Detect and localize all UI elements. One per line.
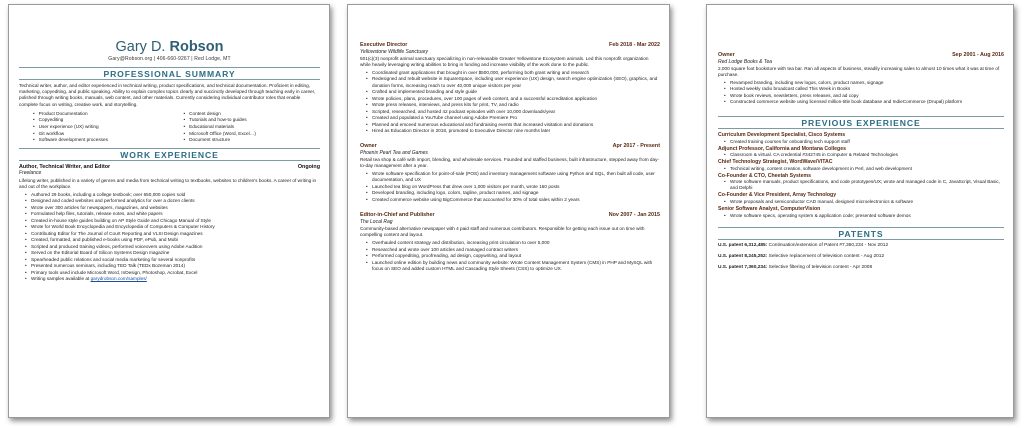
list-item: • Served on the Editorial Board of Silicon Systems Design magazine bbox=[31, 250, 320, 257]
name-first: Gary D. bbox=[115, 39, 166, 55]
job-date: Nov 2007 - Jan 2015 bbox=[608, 212, 660, 219]
skills-left-column bbox=[19, 111, 170, 144]
patent-description: Continuation/extension of Patent #7,360,234 - Nov 2012 bbox=[767, 242, 889, 248]
list-item: • Wrote for World Book Encyclopedia and Encyclopedia of Computers & Computer History bbox=[31, 224, 320, 231]
list-item: • Planned and emceed numerous educational and fundraising events that increased visitation and donations bbox=[372, 122, 660, 129]
job-header bbox=[360, 212, 660, 219]
section-title-previous: PREVIOUS EXPERIENCE bbox=[718, 116, 1004, 129]
list-item: • Revamped branding, including new logos, colors, product names, signage bbox=[730, 80, 1004, 87]
samples-link[interactable]: garydrobson.com/samples/ bbox=[90, 276, 147, 282]
previous-role-detail: • Technical writing, content creation, software development in Perl, and web development bbox=[718, 166, 1004, 172]
job-title: Editor-in-Chief and Publisher bbox=[360, 212, 435, 219]
job-description: Community-based alternative newspaper with 4 paid staff and numerous contributors. Responsible for getting each issue out on time with compelling content and layout. bbox=[360, 226, 645, 238]
list-item: • Launched online edition by building news and community website: Wrote Content Management System (CMS) in PHP and MySQL with focus on SEO and added custom HTML and Cascading Style Sheets (CSS) to optimize UX. bbox=[372, 260, 660, 273]
samples-label: Writing samples available at bbox=[31, 276, 91, 282]
skill-item: • Product Documentation bbox=[33, 111, 170, 118]
job-entry bbox=[360, 143, 660, 203]
job-description: 501(c)(3) nonprofit animal sanctuary specializing in non-releasable Greater Yellowstone Ecosystem animals. Led this nonprofit organization while heavily leveraging writing abilities to bring in funding and increase visibility of the work done to the public. bbox=[360, 55, 649, 67]
list-item: • Designed and coded websites and performed analytics for over a dozen clients bbox=[31, 198, 320, 205]
previous-role-title: Co-Founder & CTO, Cheetah Systems bbox=[718, 172, 812, 179]
skill-item: • User experience (UX) writing bbox=[33, 124, 170, 131]
skill-item: • Content design bbox=[184, 111, 321, 118]
writing-samples bbox=[19, 276, 320, 283]
list-item: • Constructed commerce website using licensed million-title book database and IndieCommerce (Drupal) platform bbox=[730, 99, 1004, 106]
patent-number: U.S. patent 6,312,485: bbox=[718, 242, 768, 248]
patent-list bbox=[718, 243, 1004, 272]
list-item: • Researched and wrote over 100 articles and managed contract writers bbox=[372, 247, 660, 254]
job-entry bbox=[360, 212, 660, 272]
list-item: • Presented numerous seminars, including TED Talk (TEDx Bozeman 2014) bbox=[31, 263, 320, 270]
list-item: • Launched tea blog on WordPress that drew over 1,000 visitors per month, wrote 160 posts bbox=[372, 184, 660, 191]
job-entry bbox=[718, 52, 1004, 106]
previous-role bbox=[718, 192, 1004, 205]
resume-page-1 bbox=[8, 4, 330, 418]
skill-item: • Educational materials bbox=[184, 124, 321, 131]
summary-text: Technical writer, author, and editor experienced in technical writing, product specifications, and technical documentation. Proficient in editing, marketing, copyediting, and public speaking. Ability to explain complex topics clearly and succinctly developed through teaching early in career, polished through writing books, manuals, web content, and other materials. Currently considering individual contributor roles that enable complete focus on writing, creative work, and storytelling. bbox=[19, 83, 316, 107]
previous-role bbox=[718, 132, 1004, 145]
patent-number: U.S. patent 7,360,234: bbox=[718, 265, 768, 271]
list-item: • Developed branding, including logo, colors, tagline, product names, and signage bbox=[372, 190, 660, 197]
previous-experience-list bbox=[718, 132, 1004, 219]
job-entry bbox=[19, 164, 320, 283]
job-date: Feb 2018 - Mar 2022 bbox=[609, 42, 660, 48]
name-last: Robson bbox=[169, 39, 224, 55]
previous-role bbox=[718, 146, 1004, 159]
previous-role-detail: • Created training courses for onboarding tech support staff bbox=[718, 139, 1004, 145]
list-item: • Overhauled content strategy and distribution, increasing print circulation to over 5,000 bbox=[372, 240, 660, 247]
job-title: Owner bbox=[360, 142, 377, 149]
skill-item: • Copyediting bbox=[33, 117, 170, 124]
skill-item: • Software development processes bbox=[33, 137, 170, 144]
skill-item: • Document structure bbox=[184, 137, 321, 144]
list-item: • Created in-house style guides building on AP Style Guide and Chicago Manual of Style bbox=[31, 218, 320, 225]
patent-entry bbox=[718, 243, 1004, 249]
patent-entry bbox=[718, 265, 1004, 271]
list-item: • Created, formatted, and published e-books using PDF, ePub, and Mobi bbox=[31, 237, 320, 244]
job-bullets bbox=[718, 80, 1004, 106]
previous-role-title: Co-Founder & Vice President, Array Technology bbox=[718, 192, 837, 199]
job-description: 2,000 square foot bookstore with tea bar. Ran all aspects of business, steadily increasing sales to almost 10 times what it was at time of purchase. bbox=[718, 65, 1000, 77]
list-item: • Scripted, researched, and hosted 42 podcast episodes with over 10,000 downloads/year bbox=[372, 109, 660, 116]
candidate-name bbox=[19, 39, 320, 55]
job-bullets bbox=[19, 192, 320, 277]
list-item: • Wrote book reviews, newsletters, press releases, and ad copy bbox=[730, 93, 1004, 100]
previous-role-detail: • Classroom & virtual. CA credential #342745 in Computer & Related Technologies bbox=[718, 152, 1004, 158]
list-item: • Authored 29 books, including a college textbook; over 650,000 copies sold bbox=[31, 192, 320, 199]
list-item: • Hosted weekly radio broadcast called This Week in Books bbox=[730, 86, 1004, 93]
job-entry bbox=[360, 42, 660, 135]
resume-page-3 bbox=[706, 4, 1014, 418]
previous-role bbox=[718, 173, 1004, 192]
skill-item: • Tutorials and how-to guides bbox=[184, 117, 321, 124]
list-item: • Wrote software specification for point-of-sale (POS) and inventory management software using Python and SQL, then built all code, user documentation, and UX bbox=[372, 171, 660, 184]
job-header bbox=[360, 42, 660, 49]
list-item: • Created and populated a YouTube channel using Adobe Premiere Pro bbox=[372, 115, 660, 122]
job-employer: Freelance bbox=[19, 170, 42, 177]
job-title: Author, Technical Writer, and Editor bbox=[19, 163, 111, 170]
job-date: Ongoing bbox=[297, 163, 320, 170]
job-header bbox=[19, 164, 320, 171]
job-bullets bbox=[360, 240, 660, 273]
resume-page-2 bbox=[347, 4, 670, 418]
skill-item: • Microsoft Office (Word, Excel…) bbox=[184, 131, 321, 138]
skill-item: • Git workflow bbox=[33, 131, 170, 138]
previous-role bbox=[718, 206, 1004, 219]
previous-role-title: Senior Software Analyst, ComputerVision bbox=[718, 205, 821, 212]
previous-role-detail: • Wrote software specs, operating system & application code; presented software demos bbox=[718, 213, 1004, 219]
list-item: • Wrote press releases, interviews, and press kits for print, TV, and radio bbox=[372, 102, 660, 109]
list-item: • Hired as Education Director in 2018, promoted to Executive Director nine months later bbox=[372, 128, 660, 135]
job-title: Owner bbox=[718, 52, 735, 58]
list-item: • Created commerce website using BigCommerce that accounted for 30% of total sales within 2 years bbox=[372, 197, 660, 204]
contact-line: Gary@Robson.org | 406-660-9267 | Red Lodge, MT bbox=[108, 56, 231, 62]
job-employer: Yellowstone Wildlife Sanctuary bbox=[360, 48, 429, 55]
previous-role bbox=[718, 159, 1004, 172]
previous-role-title: Curriculum Development Specialist, Cisco Systems bbox=[718, 131, 846, 138]
job-bullets bbox=[360, 70, 660, 135]
list-item: • Redesigned and rebuilt website in SquareSpace, including user experience (UX) design, search engine optimization (SEO), graphics, and donation forms, increasing reach to over 40,000 unique visitors per year bbox=[372, 76, 660, 89]
list-item bbox=[31, 276, 320, 283]
list-item: • Wrote policies, plans, procedures, over 100 pages of web content, and a successful accreditation application bbox=[372, 96, 660, 103]
patent-description: Selective replacement of television content - Aug 2012 bbox=[767, 253, 885, 259]
list-item: • Formulated help files, tutorials, release notes, and white papers bbox=[31, 211, 320, 218]
job-list bbox=[360, 42, 660, 273]
list-item: • Spearheaded public relations and social media marketing for several nonprofits bbox=[31, 257, 320, 264]
job-header bbox=[718, 52, 1004, 59]
job-employer: Red Lodge Books & Tea bbox=[718, 58, 773, 65]
list-item: • Performed copyediting, proofreading, ad design, copywriting, and layout bbox=[372, 253, 660, 260]
job-title: Executive Director bbox=[360, 42, 408, 48]
skills-list bbox=[19, 111, 320, 144]
list-item: • Crafted and implemented branding and style guide bbox=[372, 89, 660, 96]
job-date: Sep 2001 - Aug 2016 bbox=[952, 52, 1004, 58]
patent-description: Selective filtering of television content - Apr 2008 bbox=[767, 265, 873, 271]
job-description: Retail tea shop & café with import, blending, and wholesale services. Founded and staffed business, built infrastructure, stepped away from day-to-day management after a year. bbox=[360, 156, 660, 168]
section-title-work: WORK EXPERIENCE bbox=[19, 148, 320, 161]
list-item: • Contributing Editor for The Journal of Court Reporting and VLSI Design magazines bbox=[31, 231, 320, 238]
job-employer: Phoenix Pearl Tea and Games bbox=[360, 149, 428, 156]
section-title-patents: PATENTS bbox=[718, 227, 1004, 240]
list-item: • Primary tools used include Microsoft Word, InDesign, Photoshop, Acrobat, Excel bbox=[31, 270, 320, 277]
skills-right-column bbox=[170, 111, 321, 144]
previous-role-title: Chief Technology Strategist, WordWave/VITAC bbox=[718, 159, 833, 166]
section-title-summary: PROFESSIONAL SUMMARY bbox=[19, 67, 320, 80]
list-item: • Wrote over 300 articles for newspapers, magazines, and websites bbox=[31, 205, 320, 212]
list-item: • Coordinated grant applications that brought in over $500,000, performing both grant writing and research bbox=[372, 70, 660, 77]
job-description: Lifelong writer, published in a variety of genres and media from technical writing to textbooks, websites to children's books. A career of writing in and out of the workplace. bbox=[19, 177, 317, 189]
patent-entry bbox=[718, 254, 1004, 260]
patent-number: U.S. patent 8,245,252: bbox=[718, 253, 768, 259]
job-employer: The Local Rag bbox=[360, 219, 393, 226]
job-bullets bbox=[360, 171, 660, 204]
job-header bbox=[360, 143, 660, 150]
previous-role-detail: • Wrote software manuals, product specifications, and code prototypes/UX; wrote and managed code in C, JavaScript, Visual Basic, and Delphi bbox=[718, 179, 1004, 191]
list-item: • Scripted and produced training videos, performed voiceovers using Adobe Audition bbox=[31, 244, 320, 251]
previous-role-title: Adjunct Professor, California and Montana Colleges bbox=[718, 145, 846, 152]
previous-role-detail: • Wrote proposals and semiconductor CAD manual, designed microelectronics & software bbox=[718, 199, 1004, 205]
job-date: Apr 2017 - Present bbox=[612, 142, 660, 149]
